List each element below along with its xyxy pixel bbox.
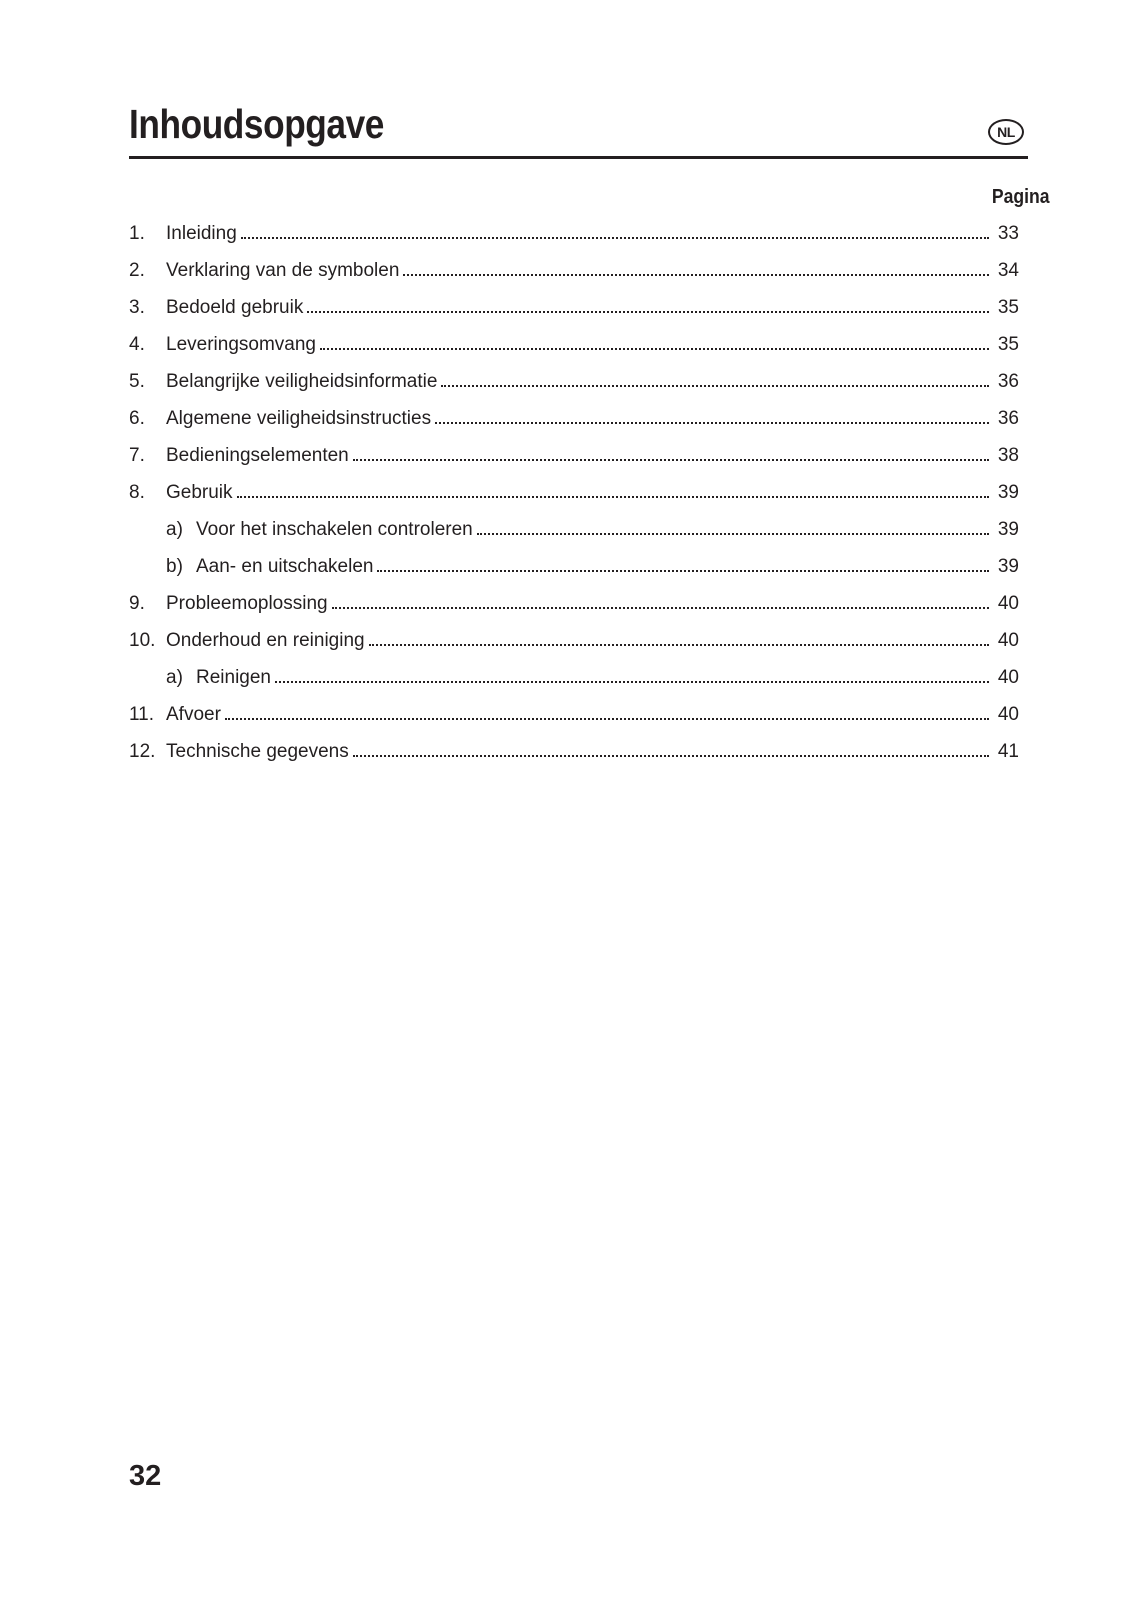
toc-entry-number: 1. [129, 223, 145, 244]
toc-entry-number: 6. [129, 408, 145, 429]
toc-subentry-marker: a) [166, 667, 183, 688]
toc-entry-page: 39 [997, 556, 1019, 577]
page-title: Inhoudsopgave [129, 101, 384, 147]
toc-entry[interactable] [129, 363, 1019, 400]
toc-entry-number: 12. [129, 741, 156, 762]
toc-entry[interactable] [129, 733, 1019, 770]
toc-entry-title: Leveringsomvang [166, 334, 316, 355]
toc-entry[interactable] [129, 289, 1019, 326]
toc-entry-page: 36 [997, 408, 1019, 429]
dot-leader [377, 569, 989, 572]
toc-entry[interactable] [129, 696, 1019, 733]
page-column-label: Pagina [992, 186, 1050, 208]
toc-entry-number: 9. [129, 593, 145, 614]
toc-entry[interactable] [129, 400, 1019, 437]
dot-leader [353, 754, 989, 757]
toc-entry-number: 7. [129, 445, 145, 466]
toc-entry-page: 39 [997, 482, 1019, 503]
toc-entry-page: 40 [997, 593, 1019, 614]
dot-leader [369, 643, 989, 646]
toc-entry-page: 40 [997, 630, 1019, 651]
toc-entry[interactable] [129, 548, 1019, 585]
toc-entry-title: Belangrijke veiligheidsinformatie [166, 371, 438, 392]
dot-leader [441, 384, 989, 387]
toc-entry-number: 5. [129, 371, 145, 392]
toc-entry-title: Voor het inschakelen controleren [196, 519, 473, 540]
page-number: 32 [129, 1460, 162, 1492]
toc-entry-page: 41 [997, 741, 1019, 762]
toc-entry-title: Aan- en uitschakelen [196, 556, 374, 577]
dot-leader [237, 495, 989, 498]
table-of-contents [129, 215, 1019, 770]
toc-entry-title: Bedieningselementen [166, 445, 349, 466]
toc-entry-page: 40 [997, 704, 1019, 725]
toc-entry-number: 2. [129, 260, 145, 281]
toc-entry-title: Bedoeld gebruik [166, 297, 304, 318]
toc-entry-number: 8. [129, 482, 145, 503]
toc-entry[interactable] [129, 474, 1019, 511]
toc-entry-page: 40 [997, 667, 1019, 688]
toc-subentry-marker: b) [166, 556, 183, 577]
toc-entry[interactable] [129, 437, 1019, 474]
toc-subentry-marker: a) [166, 519, 183, 540]
language-badge: NL [988, 119, 1024, 145]
toc-entry-page: 36 [997, 371, 1019, 392]
toc-entry[interactable] [129, 622, 1019, 659]
toc-entry-number: 10. [129, 630, 156, 651]
toc-entry-page: 35 [997, 334, 1019, 355]
toc-entry[interactable] [129, 326, 1019, 363]
dot-leader [353, 458, 989, 461]
toc-entry-title: Verklaring van de symbolen [166, 260, 400, 281]
toc-entry[interactable] [129, 215, 1019, 252]
dot-leader [403, 273, 989, 276]
toc-entry-title: Inleiding [166, 223, 237, 244]
toc-entry-title: Reinigen [196, 667, 271, 688]
title-underline [129, 156, 1028, 159]
toc-entry[interactable] [129, 659, 1019, 696]
dot-leader [435, 421, 989, 424]
toc-entry-title: Algemene veiligheidsinstructies [166, 408, 432, 429]
toc-entry-page: 35 [997, 297, 1019, 318]
toc-entry-title: Afvoer [166, 704, 221, 725]
dot-leader [477, 532, 989, 535]
dot-leader [307, 310, 989, 313]
toc-entry-page: 38 [997, 445, 1019, 466]
dot-leader [225, 717, 989, 720]
toc-entry-title: Gebruik [166, 482, 233, 503]
toc-entry-page: 33 [997, 223, 1019, 244]
toc-entry[interactable] [129, 511, 1019, 548]
toc-entry-title: Onderhoud en reiniging [166, 630, 365, 651]
toc-entry-number: 4. [129, 334, 145, 355]
toc-entry[interactable] [129, 252, 1019, 289]
toc-entry[interactable] [129, 585, 1019, 622]
toc-entry-number: 11. [129, 704, 155, 725]
dot-leader [275, 680, 989, 683]
dot-leader [241, 236, 989, 239]
dot-leader [332, 606, 989, 609]
dot-leader [320, 347, 989, 350]
toc-entry-number: 3. [129, 297, 145, 318]
toc-entry-page: 34 [997, 260, 1019, 281]
toc-entry-title: Probleemoplossing [166, 593, 328, 614]
toc-entry-title: Technische gegevens [166, 741, 349, 762]
toc-entry-page: 39 [997, 519, 1019, 540]
